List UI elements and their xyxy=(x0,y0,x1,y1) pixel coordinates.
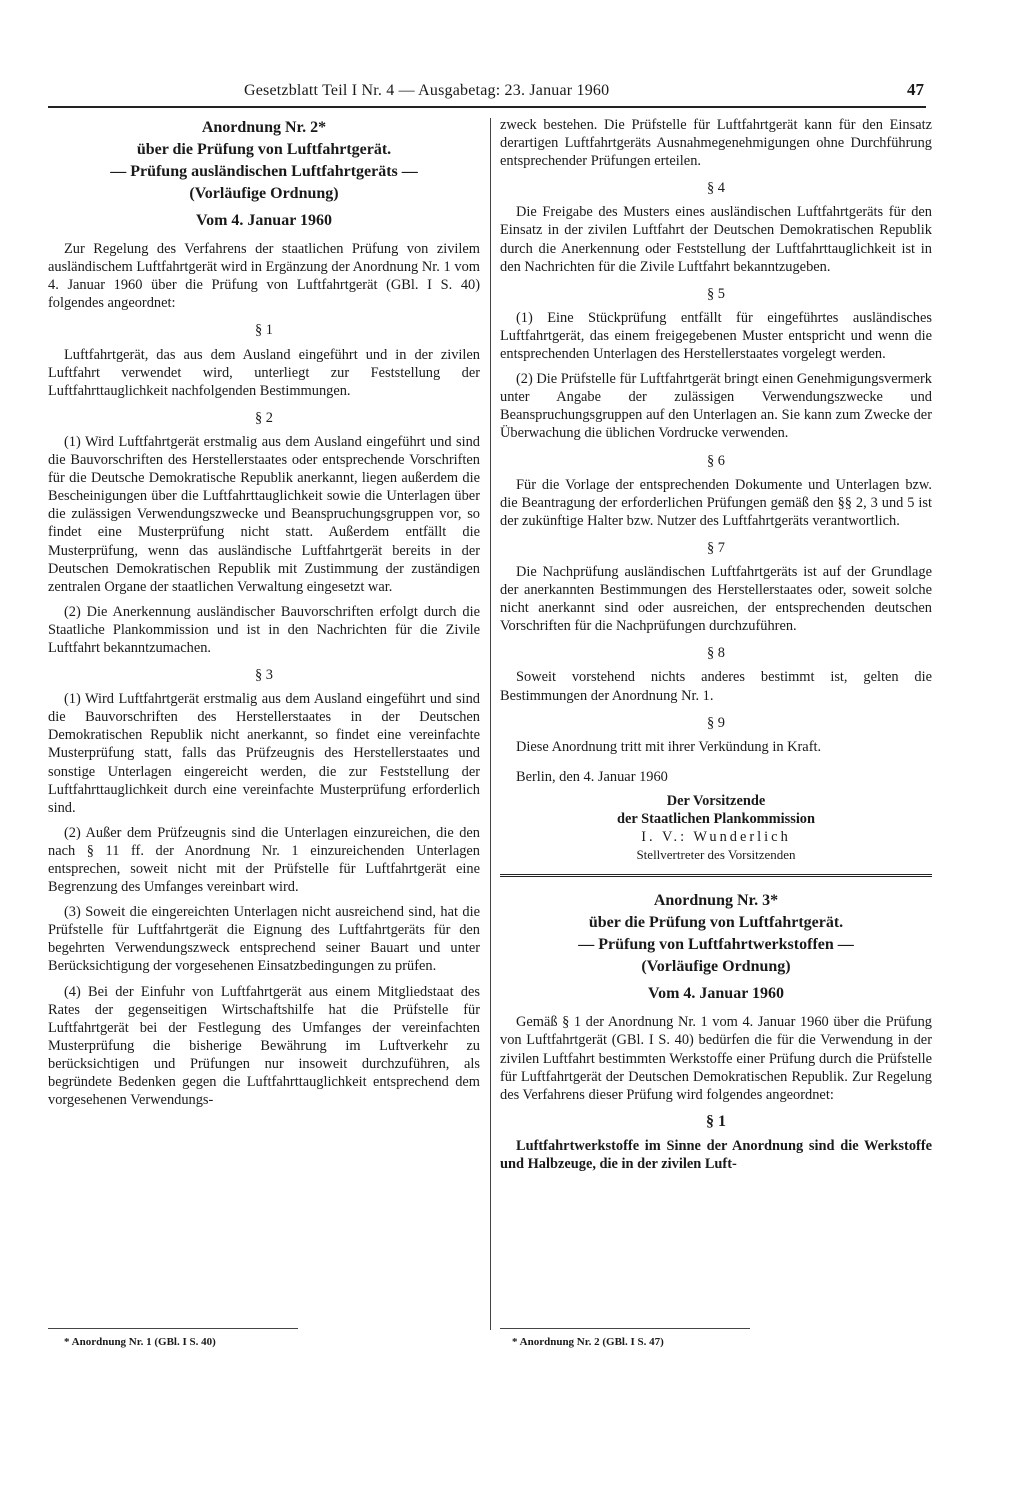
footnote: * Anordnung Nr. 1 (GBl. I S. 40) xyxy=(64,1336,216,1348)
ordinance-title-line: (Vorläufige Ordnung) xyxy=(641,958,791,976)
section-heading: § 1 xyxy=(255,322,273,339)
ordinance-title-line: — Prüfung ausländischen Luftfahrtgeräts — xyxy=(110,163,418,180)
section-paragraph: (1) Wird Luftfahrtgerät erstmalig aus dem Ausland eingeführt und sind die Bauvorschriften des Herstellerstaates oder entsprechende Vorschriften für die Deutsche Demokratische Republik anerkannt, liegen außerdem die Bescheinigungen über die Luftfahrttauglichkeit sowie die Unterlagen über die zulässigen Verwendungszwecke und Beanspruchungsgruppen vor, so findet eine Musterprüfung nicht statt. Außerdem entfällt die Musterprüfung, wenn das ausländische Luftfahrtgerät bereits in der Deutschen Demokratischen Republik mit Zustimmung der zuständigen zentralen Organe der staatlichen Verwaltung eingesetzt war. xyxy=(48,433,480,595)
section-paragraph: Die Freigabe des Musters eines ausländischen Luftfahrtgeräts für den Einsatz in der zivilen Luftfahrt der Deutschen Demokratischen Republik durch die Anerkennung oder Feststellung der Luftfahrttauglichkeit ist in den Nachrichten für die Zivile Luftfahrt bekanntzugeben. xyxy=(500,204,932,275)
ordinance-title-line: — Prüfung von Luftfahrtwerkstoffen — xyxy=(578,936,854,954)
section-paragraph: (2) Die Prüfstelle für Luftfahrtgerät bringt einen Genehmigungsvermerk unter Angabe der zulässigen Verwendungszwecke und Beanspruchungsgruppen auf den Unterlagen an. Sie kann zum Zwecke der Überwachung die üblichen Vordrucke verwenden. xyxy=(500,371,932,442)
section-heading: § 9 xyxy=(707,714,725,731)
section-heading: § 6 xyxy=(707,452,725,469)
section-heading: § 8 xyxy=(707,645,725,662)
ordinance-date: Vom 4. Januar 1960 xyxy=(647,985,785,1003)
right-column xyxy=(500,116,932,1180)
page-header xyxy=(48,82,926,108)
section-paragraph: (1) Wird Luftfahrtgerät erstmalig aus dem Ausland eingeführt und sind die Bauvorschriften des Herstellerstaates in der Deutschen Demokratischen Republik nicht anerkannt, so findet eine vereinfachte Musterprüfung statt, falls das Prüfzeugnis des Herstellerstaates und sonstige Unterlagen eingereicht werden, die zur Feststellung der Luftfahrttauglichkeit durch eine vereinfachte Musterprüfung erforderlich sind. xyxy=(48,691,480,816)
section-heading: § 1 xyxy=(706,1112,726,1130)
intro-paragraph: Gemäß § 1 der Anordnung Nr. 1 vom 4. Januar 1960 über die Prüfung von Luftfahrtgerät (GBl. I S. 40) bedürfen die für die Verwendung in der zivilen Luftfahrt bestimmten Werkstoffe einer Prüfung durch die Prüfstelle für Luftfahrtgerät der Deutschen Demokratischen Republik. Zur Regelung des Verfahrens dieser Prüfung wird folgendes angeordnet: xyxy=(500,1014,932,1103)
footnote: * Anordnung Nr. 2 (GBl. I S. 47) xyxy=(512,1336,664,1348)
ordinance-title-line: Anordnung Nr. 3* xyxy=(653,892,779,910)
section-paragraph: (3) Soweit die eingereichten Unterlagen nicht ausreichend sind, hat die Prüfstelle für Luftfahrtgerät die Eignung des Luftfahrtgeräts für den begehrten Verwendungszweck entsprechend seiner Bauart und unter Berücksichtigung der vorgesehenen Einsatzbedingungen zu prüfen. xyxy=(48,904,480,975)
footnote-rule xyxy=(500,1328,750,1329)
running-title: Gesetzblatt Teil I Nr. 4 — Ausgabetag: 23. Januar 1960 xyxy=(244,82,610,99)
continued-paragraph: zweck bestehen. Die Prüfstelle für Luftfahrtgerät kann für den Einsatz derartigen Luftfahrtgeräts Ausnahmegenehmigungen ohne Durchführung entsprechender Prüfungen erteilen. xyxy=(500,117,932,170)
section-paragraph: Die Nachprüfung ausländischen Luftfahrtgeräts ist auf der Grundlage der anerkannten Bestimmungen des Herstellerstaates oder, soweit solche nicht anerkannt sind oder ausreichen, der entsprechenden deutschen Vorschriften für die Nachprüfungen durchzuführen. xyxy=(500,563,932,635)
section-paragraph: Soweit vorstehend nichts anderes bestimmt ist, gelten die Bestimmungen der Anordnung Nr. 1. xyxy=(500,669,932,704)
ordinance-title-line: über die Prüfung von Luftfahrtgerät. xyxy=(136,141,392,158)
section-paragraph: (2) Außer dem Prüfzeugnis sind die Unterlagen einzureichen, die den nach § 11 ff. der Anordnung Nr. 1 einzureichenden Unterlagen entsprechen, soweit nicht mit der Prüfstelle für Luftfahrtgerät eine Begrenzung des Umfanges vereinbart wird. xyxy=(48,824,480,896)
section-paragraph: (4) Bei der Einfuhr von Luftfahrtgerät aus einem Mitgliedstaat des Rates der gegenseitigen Wirtschaftshilfe hat die Prüfstelle für Luftfahrtgerät bei der Festlegung des Umfanges der vereinfachten Musterprüfung die bisherige Bewährung im Luftverkehr zu berücksichtigen und Prüfungen nur insoweit durchzuführen, als begründete Bedenken gegen die Luftfahrttauglichkeit entsprechend dem vorgesehenen Verwendungs- xyxy=(48,983,480,1109)
section-paragraph: Diese Anordnung tritt mit ihrer Verkündung in Kraft. xyxy=(516,738,822,755)
ordinance-title-line: über die Prüfung von Luftfahrtgerät. xyxy=(588,914,844,932)
signature-line: Der Vorsitzende xyxy=(666,792,766,809)
ordinance-title-line: (Vorläufige Ordnung) xyxy=(189,185,339,202)
section-paragraph: Luftfahrtwerkstoffe im Sinne der Anordnung sind die Werkstoffe und Halbzeuge, die in der zivilen Luft- xyxy=(500,1137,932,1173)
section-heading: § 4 xyxy=(707,180,725,197)
ordinance-date: Vom 4. Januar 1960 xyxy=(195,212,333,229)
section-paragraph: Luftfahrtgerät, das aus dem Ausland eingeführt und in der zivilen Luftfahrt verwendet wird, unterliegt zur Feststellung der Luftfahrttauglichkeit nachfolgenden Bestimmungen. xyxy=(48,346,480,399)
left-column xyxy=(48,116,480,1116)
signer-name: I. V.: Wunderlich xyxy=(641,829,791,846)
page-number: 47 xyxy=(907,80,924,99)
section-heading: § 3 xyxy=(255,667,273,684)
section-paragraph: (1) Eine Stückprüfung entfällt für eingeführtes ausländisches Luftfahrtgerät, das einem freigegebenen Muster entspricht und wenn die entsprechenden Unterlagen des Herstellerstaates vorgelegt werden. xyxy=(500,309,932,363)
ordinance-divider xyxy=(500,874,932,877)
signature-line: der Staatlichen Plankommission xyxy=(616,811,816,827)
section-paragraph: Für die Vorlage der entsprechenden Dokumente und Unterlagen bzw. die Beantragung der erforderlichen Prüfungen gemäß den §§ 2, 3 und 5 ist der zukünftige Halter bzw. Nutzer des Luftfahrtgeräts verantwortlich. xyxy=(500,476,932,529)
section-heading: § 7 xyxy=(707,539,725,556)
signer-role: Stellvertreter des Vorsitzenden xyxy=(636,847,796,863)
section-heading: § 2 xyxy=(255,409,273,426)
intro-paragraph: Zur Regelung des Verfahrens der staatlichen Prüfung von zivilem ausländischem Luftfahrtgerät wird in Ergänzung der Anordnung Nr. 1 vom 4. Januar 1960 über die Prüfung von Luftfahrtgerät (GBl. I S. 40) folgendes angeordnet: xyxy=(48,241,480,312)
place-date: Berlin, den 4. Januar 1960 xyxy=(516,768,668,785)
section-heading: § 5 xyxy=(707,285,725,302)
footnote-rule xyxy=(48,1328,298,1329)
ordinance-title-line: Anordnung Nr. 2* xyxy=(201,119,327,136)
section-paragraph: (2) Die Anerkennung ausländischer Bauvorschriften erfolgt durch die Staatliche Plankommission und ist in den Nachrichten für die Zivile Luftfahrt bekanntzumachen. xyxy=(48,603,480,656)
column-divider xyxy=(490,118,491,1330)
